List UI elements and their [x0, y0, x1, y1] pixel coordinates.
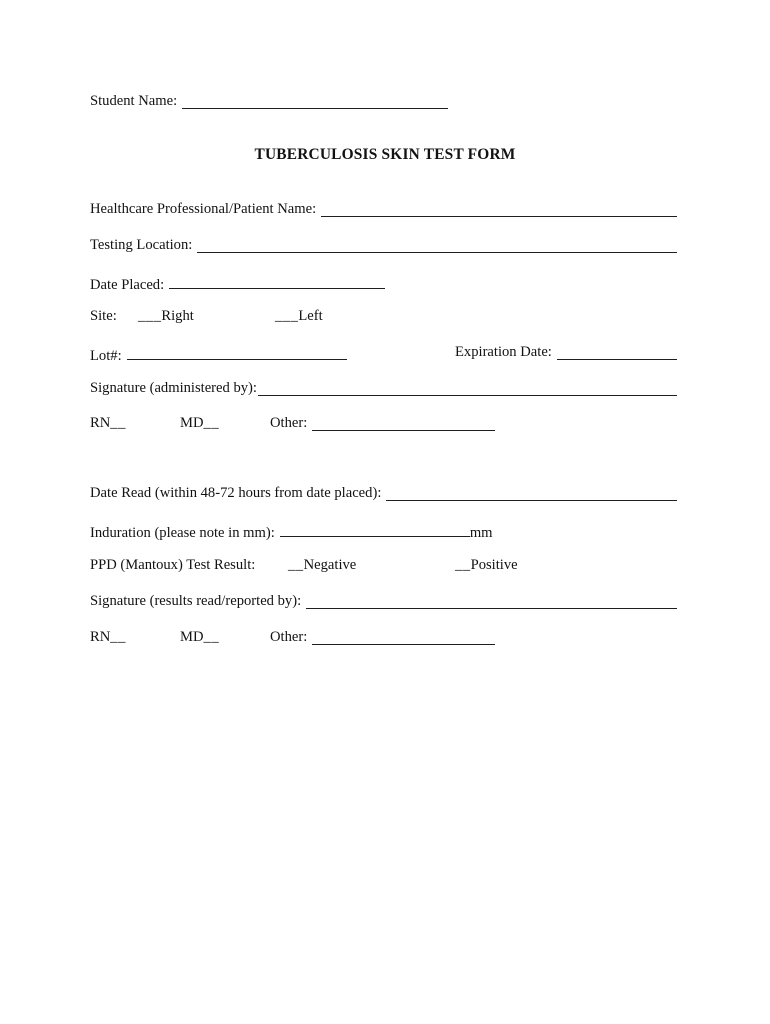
site-left-label: Left — [298, 308, 323, 324]
positive-checkbox[interactable]: __ — [455, 557, 471, 573]
induration-unit: mm — [469, 525, 493, 541]
md-label: MD — [180, 415, 204, 431]
student-name-label: Student Name: — [90, 93, 178, 109]
md-checkbox[interactable]: __ — [203, 415, 220, 431]
date-placed-label: Date Placed: — [90, 277, 165, 293]
date-read-row — [90, 484, 677, 503]
patient-name-line[interactable] — [321, 200, 677, 217]
negative-checkbox[interactable]: __ — [288, 557, 304, 573]
signature-administered-label: Signature (administered by): — [90, 380, 257, 396]
date-read-label: Date Read (within 48-72 hours from date placed): — [90, 485, 382, 501]
expiration-date-label: Expiration Date: — [455, 344, 552, 360]
form-title: TUBERCULOSIS SKIN TEST FORM — [254, 146, 516, 163]
ppd-result-label: PPD (Mantoux) Test Result: — [90, 557, 256, 573]
negative-label: Negative — [303, 557, 357, 573]
rn-label: RN — [90, 415, 111, 431]
lot-label: Lot#: — [90, 348, 122, 364]
student-name-line[interactable] — [182, 92, 448, 109]
patient-name-label: Healthcare Professional/Patient Name: — [90, 201, 317, 217]
positive-label: Positive — [470, 557, 518, 573]
rn-checkbox[interactable]: __ — [110, 415, 126, 431]
signature-administered-row — [90, 379, 677, 398]
other-line-2[interactable] — [312, 628, 495, 645]
credentials-administered-row — [90, 414, 677, 433]
testing-location-row — [90, 236, 677, 255]
other-label-2: Other: — [270, 629, 308, 645]
site-row — [90, 307, 677, 326]
md-label-2: MD — [180, 629, 204, 645]
lot-row — [90, 343, 677, 362]
site-left-checkbox[interactable]: ___ — [275, 308, 299, 324]
rn-checkbox-2[interactable]: __ — [110, 629, 126, 645]
student-name-row — [90, 92, 448, 111]
date-placed-row — [90, 272, 385, 291]
testing-location-label: Testing Location: — [90, 237, 193, 253]
ppd-result-row — [90, 556, 677, 575]
md-checkbox-2[interactable]: __ — [203, 629, 220, 645]
site-right-checkbox[interactable]: ___ — [138, 308, 162, 324]
induration-row — [90, 520, 493, 539]
signature-results-label: Signature (results read/reported by): — [90, 593, 302, 609]
date-placed-line[interactable] — [169, 272, 385, 289]
site-label: Site: — [90, 308, 117, 324]
testing-location-line[interactable] — [197, 236, 677, 253]
signature-results-line[interactable] — [306, 592, 677, 609]
credentials-results-row — [90, 628, 677, 647]
signature-results-row — [90, 592, 677, 611]
induration-label: Induration (please note in mm): — [90, 525, 275, 541]
other-line[interactable] — [312, 414, 495, 431]
rn-label-2: RN — [90, 629, 111, 645]
date-read-line[interactable] — [386, 484, 677, 501]
site-right-label: Right — [161, 308, 194, 324]
patient-name-row — [90, 200, 677, 219]
other-label: Other: — [270, 415, 308, 431]
lot-line[interactable] — [127, 343, 347, 360]
signature-administered-line[interactable] — [258, 379, 677, 396]
induration-line[interactable] — [280, 520, 470, 537]
expiration-date-line[interactable] — [557, 343, 677, 360]
